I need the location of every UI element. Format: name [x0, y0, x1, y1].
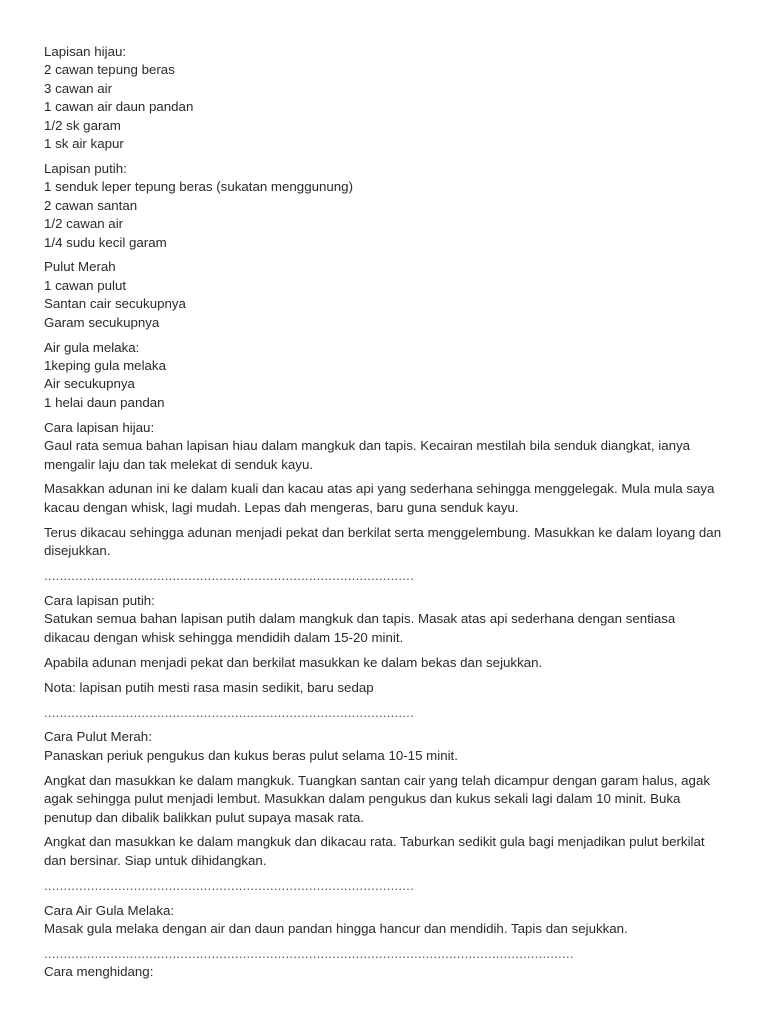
ingredient-item: 1 senduk leper tepung beras (sukatan menggunung) — [44, 179, 353, 195]
ingredient-item: 1 cawan air daun pandan — [44, 99, 194, 115]
instruction-paragraph: Angkat dan masukkan ke dalam mangkuk. Tuangkan santan cair yang telah dicampur dengan garam halus, agak agak sehingga pulut menjadi lembut. Masukkan dalam pengukus dan kukus sekali lagi dalam 10 minit. Buka penutup dan dibalik balikkan pulut supaya masak rata. — [44, 772, 710, 825]
ingredient-item: 3 cawan air — [44, 80, 112, 96]
ingredient-item: Air secukupnya — [44, 376, 135, 392]
note-paragraph: Nota: lapisan putih mesti rasa masin sedikit, baru sedap — [44, 679, 374, 695]
ingredient-item: 1/4 sudu kecil garam — [44, 234, 167, 250]
instruction-paragraph: Angkat dan masukkan ke dalam mangkuk dan dikacau rata. Taburkan sedikit gula bagi menjadikan pulut berkilat dan bersinar. Siap untuk dihidangkan. — [44, 834, 705, 868]
section-heading: Cara menghidang: — [44, 964, 154, 980]
section-heading: Air gula melaka: — [44, 339, 140, 355]
instruction-paragraph: Masak gula melaka dengan air dan daun pandan hingga hancur dan mendidih. Tapis dan sejukkan. — [44, 921, 628, 937]
ingredient-item: 2 cawan santan — [44, 197, 138, 213]
ingredient-item: 1/2 sk garam — [44, 117, 121, 133]
putih-ingredients-section — [44, 160, 724, 252]
instruction-paragraph: Satukan semua bahan lapisan putih dalam mangkuk dan tapis. Masak atas api sederhana dengan sentiasa dikacau dengan whisk sehingga mendidih dalam 15-20 minit. — [44, 611, 676, 645]
ingredient-item: 2 cawan tepung beras — [44, 62, 175, 78]
section-heading: Pulut Merah — [44, 259, 116, 275]
instruction-paragraph: Panaskan periuk pengukus dan kukus beras pulut selama 10-15 minit. — [44, 747, 458, 763]
section-heading: Cara Pulut Merah: — [44, 729, 152, 745]
ingredient-item: 1 helai daun pandan — [44, 394, 165, 410]
section-heading: Lapisan putih: — [44, 160, 127, 176]
instruction-paragraph: Apabila adunan menjadi pekat dan berkilat masukkan ke dalam bekas dan sejukkan. — [44, 654, 543, 670]
ingredient-item: 1keping gula melaka — [44, 358, 166, 373]
pulut-ingredients-section — [44, 258, 724, 332]
instruction-paragraph: Terus dikacau sehingga adunan menjadi pekat dan berkilat serta menggelembung. Masukkan ke dalam loyang dan disejukkan. — [44, 524, 722, 559]
dotted-separator: ............................................................................................... — [44, 877, 414, 893]
section-heading: Cara lapisan putih: — [44, 592, 155, 608]
cara-gula-section — [44, 902, 724, 939]
ingredient-item: 1 sk air kapur — [44, 136, 124, 152]
gula-ingredients-section — [44, 339, 724, 413]
dotted-separator: ............................................................................................... — [44, 568, 414, 584]
ingredient-item: Santan cair secukupnya — [44, 296, 186, 312]
instruction-paragraph: Masakkan adunan ini ke dalam kuali dan kacau atas api yang sederhana sehingga menggelegak. Mula mula saya kacau dengan whisk, lagi mudah. Lepas dah mengeras, baru guna senduk kayu. — [44, 481, 715, 515]
ingredient-item: 1/2 cawan air — [44, 216, 124, 232]
dotted-separator: ........................................................................................................................................ — [44, 945, 574, 961]
instruction-paragraph: Gaul rata semua bahan lapisan hiau dalam mangkuk dan tapis. Kecairan mestilah bila senduk diangkat, ianya mengalir laju dan tak melekat di senduk kayu. — [44, 438, 691, 472]
cara-putih-section — [44, 592, 724, 647]
cara-hijau-section — [44, 419, 724, 474]
section-heading: Cara lapisan hijau: — [44, 419, 155, 435]
ingredient-item: 1 cawan pulut — [44, 277, 127, 293]
section-heading: Cara Air Gula Melaka: — [44, 902, 175, 918]
section-heading: Lapisan hijau: — [44, 44, 127, 59]
cara-pulut-section — [44, 728, 724, 765]
dotted-separator: ............................................................................................... — [44, 704, 414, 720]
hijau-ingredients-section — [44, 43, 724, 153]
ingredient-item: Garam secukupnya — [44, 314, 160, 330]
